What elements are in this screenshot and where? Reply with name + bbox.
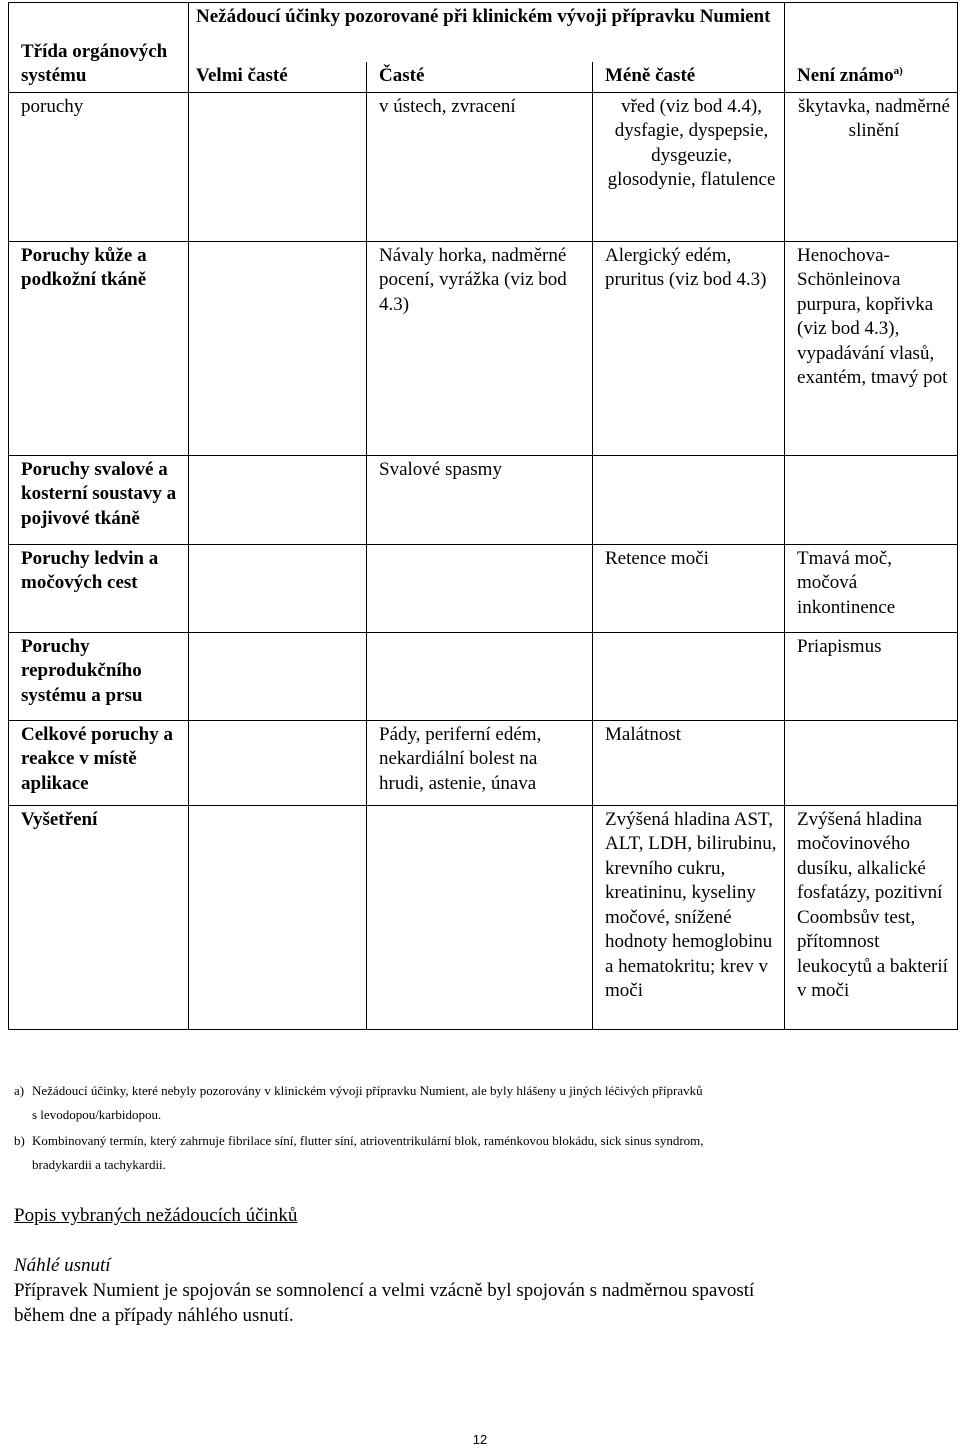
unknown-header	[785, 62, 958, 92]
table-row	[9, 632, 958, 720]
organ-class-cell: Poruchy svalové a kosterní soustavy a pojivové tkáně	[9, 455, 189, 544]
adverse-effects-table	[8, 2, 958, 1030]
unknown-cell: Henochova-Schönleinova purpura, kopřivka (viz bod 4.3), vypadávání vlasů, exantém, tmavý pot	[785, 241, 958, 455]
common-cell	[367, 544, 593, 632]
very-common-cell	[189, 241, 367, 455]
organ-class-header: Třída orgánových systému	[9, 3, 189, 93]
footnote-a-line2: s levodopou/karbidopou.	[32, 1107, 162, 1122]
table-row	[9, 544, 958, 632]
footnote-b-line2: bradykardii a tachykardii.	[32, 1157, 166, 1172]
table-caption: Nežádoucí účinky pozorované při klinickém vývoji přípravku Numient	[189, 3, 785, 63]
footnote-a-label: a)	[14, 1083, 25, 1098]
table-caption-row	[9, 3, 958, 63]
section-paragraph	[14, 1278, 944, 1328]
section-heading: Popis vybraných nežádoucích účinků	[14, 1205, 298, 1226]
very-common-cell	[189, 455, 367, 544]
footnote-b-label: b)	[14, 1133, 25, 1148]
uncommon-cell: Zvýšená hladina AST, ALT, LDH, bilirubinu, krevního cukru, kreatininu, kyseliny močové, snížené hodnoty hemoglobinu a hematokritu; krev v moči	[593, 805, 785, 1029]
unknown-header-footnote-mark: a)	[893, 65, 903, 77]
footnote-a-text1: Nežádoucí účinky, které nebyly pozorovány v klinickém vývoji přípravku Numient, ale byly hlášeny u jiných léčivých přípravků	[32, 1083, 703, 1098]
very-common-cell	[189, 544, 367, 632]
organ-class-cell: Poruchy kůže a podkožní tkáně	[9, 241, 189, 455]
uncommon-cell	[593, 632, 785, 720]
section-paragraph-line1: Přípravek Numient je spojován se somnolencí a velmi vzácně byl spojován s nadměrnou spavostí	[14, 1280, 755, 1301]
very-common-cell	[189, 632, 367, 720]
footnote-b-text1: Kombinovaný termín, který zahrnuje fibrilace síní, flutter síní, atrioventrikulární blok, raménkovou blokádu, sick sinus syndrom,	[32, 1133, 704, 1148]
uncommon-cell: vřed (viz bod 4.4), dysfagie, dyspepsie, dysgeuzie, glosodynie, flatulence	[593, 92, 785, 241]
caption-empty-cell	[785, 3, 958, 63]
footnote-a	[14, 1079, 914, 1127]
common-cell: Návaly horka, nadměrné pocení, vyrážka (viz bod 4.3)	[367, 241, 593, 455]
organ-class-cell: Poruchy ledvin a močových cest	[9, 544, 189, 632]
organ-class-cell: Vyšetření	[9, 805, 189, 1029]
uncommon-cell	[593, 455, 785, 544]
section-subheading: Náhlé usnutí	[14, 1255, 111, 1276]
very-common-cell	[189, 805, 367, 1029]
unknown-cell	[785, 455, 958, 544]
unknown-cell	[785, 720, 958, 805]
very-common-cell	[189, 92, 367, 241]
uncommon-header: Méně časté	[593, 62, 785, 92]
common-header: Časté	[367, 62, 593, 92]
footnote-b-line1	[14, 1129, 914, 1153]
organ-class-cell: Celkové poruchy a reakce v místě aplikace	[9, 720, 189, 805]
table-row	[9, 241, 958, 455]
common-cell	[367, 805, 593, 1029]
table-row	[9, 92, 958, 241]
unknown-cell: Zvýšená hladina močovinového dusíku, alkalické fosfatázy, pozitivní Coombsův test, přítomnost leukocytů a bakterií v moči	[785, 805, 958, 1029]
common-cell: v ústech, zvracení	[367, 92, 593, 241]
page-number: 12	[472, 1432, 488, 1447]
common-cell: Pády, periferní edém, nekardiální bolest na hrudi, astenie, únava	[367, 720, 593, 805]
organ-class-cell: poruchy	[9, 92, 189, 241]
organ-class-cell: Poruchy reprodukčního systému a prsu	[9, 632, 189, 720]
unknown-cell: škytavka, nadměrné slinění	[785, 92, 958, 241]
unknown-header-label: Není známo	[797, 65, 894, 86]
footnote-a-line1	[14, 1079, 914, 1103]
unknown-cell: Tmavá moč, močová inkontinence	[785, 544, 958, 632]
uncommon-cell: Alergický edém, pruritus (viz bod 4.3)	[593, 241, 785, 455]
uncommon-cell: Retence moči	[593, 544, 785, 632]
table-row	[9, 805, 958, 1029]
unknown-cell: Priapismus	[785, 632, 958, 720]
very-common-cell	[189, 720, 367, 805]
uncommon-cell: Malátnost	[593, 720, 785, 805]
footnote-b	[14, 1129, 914, 1177]
table-row	[9, 455, 958, 544]
very-common-header: Velmi časté	[189, 62, 367, 92]
common-cell	[367, 632, 593, 720]
common-cell: Svalové spasmy	[367, 455, 593, 544]
table-row	[9, 720, 958, 805]
section-paragraph-line2: během dne a případy náhlého usnutí.	[14, 1305, 294, 1326]
